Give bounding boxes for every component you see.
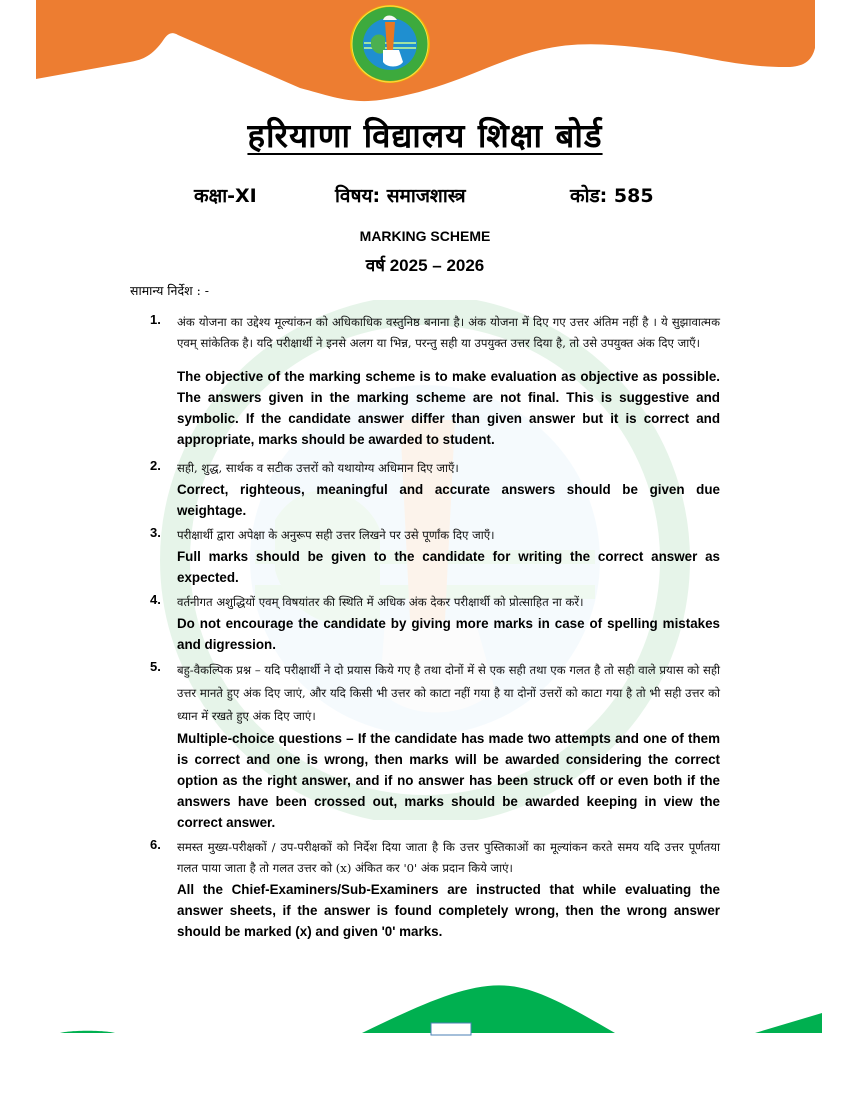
session-year: वर्ष 2025 – 2026 — [365, 256, 485, 275]
general-instructions-heading: सामान्य निर्देश : - — [130, 283, 210, 298]
instructions-list — [150, 312, 720, 946]
instruction-english: All the Chief-Examiners/Sub-Examiners are instructed that while evaluating the answer sheets, if the answer is found completely wrong, then the wrong answer should be marked (x) and given '0' marks. — [177, 882, 720, 939]
instruction-item — [150, 312, 720, 450]
exam-meta-row — [0, 182, 850, 212]
instruction-item — [150, 837, 720, 942]
instruction-english: Full marks should be given to the candidate for writing the correct answer as expected. — [177, 549, 720, 585]
item-number: 1. — [150, 312, 161, 327]
instruction-english: Multiple-choice questions – If the candidate has made two attempts and one of them is correct and one is wrong, then marks will be awarded considering the correct option as the right answer, and if no answer has been struck off or even both if the answers have been crossed out, marks should be awarded keeping in view the correct answer. — [177, 731, 720, 830]
instruction-hindi: समस्त मुख्य-परीक्षकों / उप-परीक्षकों को निर्देश दिया जाता है कि उत्तर पुस्तिकाओं का मूल्यांकन करते समय यदि उत्तर पूर्णतया गलत पाया जाता है तो गलत उत्तर को (x) अंकित कर '0' अंक प्रदान किये जाएं। — [177, 840, 720, 875]
instruction-item — [150, 525, 720, 588]
instruction-item — [150, 592, 720, 655]
class-label: कक्षा-XI — [194, 185, 257, 207]
item-number: 5. — [150, 659, 161, 674]
instruction-item — [150, 458, 720, 521]
instruction-english: Do not encourage the candidate by giving more marks in case of spelling mistakes and digression. — [177, 616, 720, 652]
instruction-hindi: परीक्षार्थी द्वारा अपेक्षा के अनुरूप सही उत्तर लिखने पर उसे पूर्णांक दिए जाएँ। — [177, 528, 495, 542]
marking-scheme-heading: MARKING SCHEME — [359, 228, 491, 244]
item-number: 3. — [150, 525, 161, 540]
instruction-hindi: वर्तनीगत अशुद्धियों एवम् विषयांतर की स्थिति में अधिक अंक देकर परीक्षार्थी को प्रोत्साहित ना करें। — [177, 595, 584, 609]
item-number: 4. — [150, 592, 161, 607]
instruction-english: Correct, righteous, meaningful and accurate answers should be given due weightage. — [177, 482, 720, 518]
instruction-hindi: अंक योजना का उद्देश्य मूल्यांकन को अधिकाधिक वस्तुनिष्ठ बनाना है। अंक योजना में दिए गए उत्तर अंतिम नहीं है । ये सुझावात्मक एवम् सांकेतिक है। यदि परीक्षार्थी ने इनसे अलग या भिन्न, परन्तु सही या उपयुक्त उत्तर दिया है, तो उसे उपयुक्त अंक दिए जाएँ। — [177, 315, 720, 350]
item-number: 6. — [150, 837, 161, 852]
footer-wave-band — [0, 985, 850, 1045]
instruction-english: The objective of the marking scheme is to make evaluation as objective as possible. The answers given in the marking scheme are not final. This is suggestive and symbolic. If the candidate answer differ than given answer but it is correct and appropriate, marks should be awarded to student. — [177, 369, 720, 447]
instruction-hindi: सही, शुद्ध, सार्थक व सटीक उत्तरों को यथायोग्य अधिमान दिए जाएँ। — [177, 461, 459, 475]
instruction-hindi: बहु-वैकल्पिक प्रश्न – यदि परीक्षार्थी ने दो प्रयास किये गए है तथा दोनों में से एक सही तथा एक गलत है तो सही वाले प्रयास को सही उत्तर मानते हुए अंक दिए जाएं, और यदि किसी भी उत्तर को काटा नहीं गया है या दोनों उत्तरों को काटा गया है तो भी सही उत्तर को ध्यान में रखते हुए अंक दिए जाएं। — [177, 663, 720, 723]
board-emblem-icon — [349, 4, 431, 84]
board-title: हरियाणा विद्यालय शिक्षा बोर्ड — [247, 116, 603, 155]
subject-label: विषय: समाजशास्त्र — [335, 185, 466, 207]
instruction-item — [150, 659, 720, 833]
item-number: 2. — [150, 458, 161, 473]
code-label: कोड: 585 — [570, 185, 654, 207]
